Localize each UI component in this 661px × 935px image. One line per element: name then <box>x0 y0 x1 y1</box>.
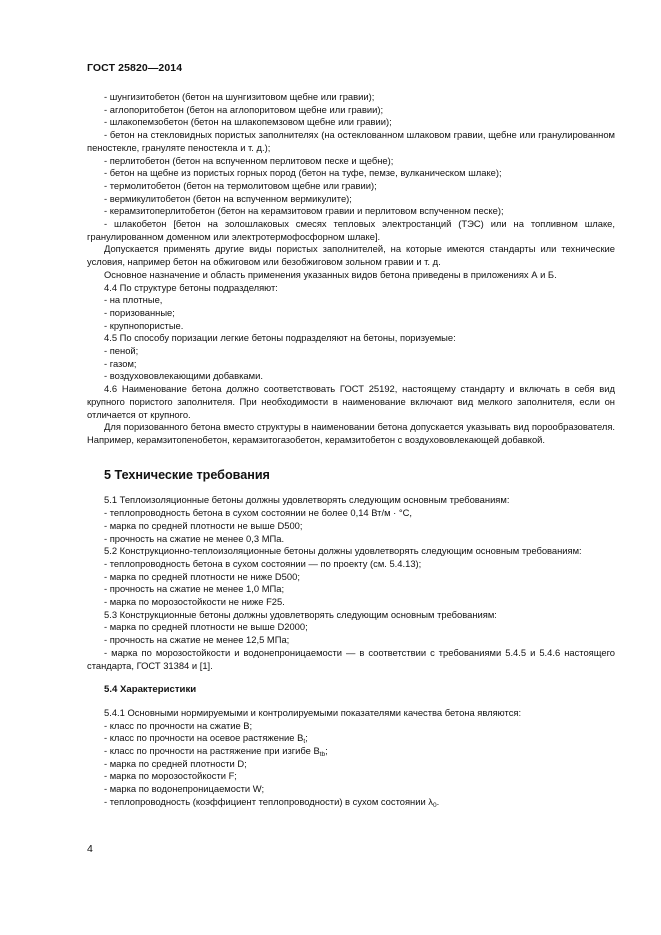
clause-4-6: 4.6 Наименование бетона должно соответствовать ГОСТ 25192, настоящему стандарту и включать в себя вид крупного пористого заполнителя. При необходимости в наименование включают вид мелкого заполнителя, если он отличается от крупного. <box>87 383 615 420</box>
list-item: - воздухововлекающими добавками. <box>104 370 263 382</box>
list-item: - марка по средней плотности D; <box>104 757 247 769</box>
list-item: - бетон на щебне из пористых горных пород (бетон на туфе, пемзе, вулканическом шлаке); <box>104 167 502 179</box>
paragraph-scope: Основное назначение и область применения указанных видов бетона приведены в приложениях А и Б. <box>104 268 557 280</box>
list-item-text: - класс по прочности на осевое растяжение B <box>104 732 304 744</box>
list-item: - бетон на стекловидных пористых заполнителях (на остеклованном шлаковом гравии, щебне или гранулированном пеностекле, грануляте пеностекла и т. д.); <box>87 129 615 153</box>
list-item: - термолитобетон (бетон на термолитовом щебне или гравии); <box>104 179 377 191</box>
subsection-5-4-title: 5.4 Характеристики <box>104 684 197 696</box>
list-item-punct: ; <box>325 745 328 757</box>
list-item: - вермикулитобетон (бетон на вспученном вермикулите); <box>104 192 352 204</box>
list-item: - марка по средней плотности не выше D2000; <box>104 621 308 633</box>
paragraph-other-aggregates: Допускается применять другие виды пористых заполнителей, на которые имеются стандарты или технические условия, например бетон на обжиговом или безобжиговом зольном гравии и т. д. <box>87 243 615 268</box>
clause-4-4: 4.4 По структуре бетоны подразделяют: <box>104 281 278 293</box>
list-item: - шунгизитобетон (бетон на шунгизитовом щебне или гравии); <box>104 91 375 102</box>
page-number: 4 <box>87 843 93 855</box>
paragraph-porized: Для поризованного бетона вместо структуры в наименовании бетона допускается указывать вид порообразователя. Например, керамзитопенобетон, керамзитогазобетон, керамзитобетон с воздухововлекающей добавкой. <box>87 421 615 445</box>
list-item <box>87 796 615 809</box>
clause-5-3: 5.3 Конструкционные бетоны должны удовлетворять следующим основным требованиям: <box>104 608 497 620</box>
list-item: - марка по морозостойкости и водонепроницаемости — в соответствии с требованиями 5.4.5 и 5.4.6 настоящего стандарта, ГОСТ 31384 и [1]. <box>87 646 615 671</box>
list-item: - прочность на сжатие не менее 1,0 МПа; <box>104 583 285 595</box>
subscript: 0 <box>433 801 437 809</box>
list-item: - керамзитоперлитобетон (бетон на керамзитовом гравии и перлитовом вспученном песке); <box>104 205 504 217</box>
list-item: - пеной; <box>104 345 139 357</box>
clause-4-5: 4.5 По способу поризации легкие бетоны подразделяют на бетоны, поризуемые: <box>104 332 456 344</box>
page-body <box>87 91 615 809</box>
list-item: - класс по прочности на сжатие B; <box>104 719 253 731</box>
list-item-punct: . <box>436 795 440 807</box>
list-item: - прочность на сжатие не менее 0,3 МПа. <box>104 532 285 544</box>
list-item <box>87 732 615 745</box>
list-item: - перлитобетон (бетон на вспученном перлитовом песке и щебне); <box>104 154 394 166</box>
list-item: - марка по морозостойкости не ниже F25. <box>104 596 285 608</box>
clause-5-4-1: 5.4.1 Основными нормируемыми и контролируемыми показателями качества бетона являются: <box>104 706 522 718</box>
list-item: - марка по водонепроницаемости W; <box>104 783 265 795</box>
list-item-text: - класс по прочности на растяжение при изгибе B <box>104 745 320 757</box>
list-item: - газом; <box>104 357 137 369</box>
aggregate-list <box>87 91 615 243</box>
list-item: - крупнопористые. <box>104 319 184 331</box>
document-header: ГОСТ 25820—2014 <box>87 62 183 74</box>
list-item-text: - теплопроводность (коэффициент теплопроводности) в сухом состоянии λ <box>104 795 433 807</box>
subscript: t <box>303 738 306 746</box>
list-item: - шлакобетон [бетон на золошлаковых смесях тепловых электростанций (ТЭС) или на топливном шлаке, гранулированном доменном или электротермофосфорном шлаке]. <box>87 218 615 242</box>
list-item-punct: ; <box>305 732 308 744</box>
list-item: - теплопроводность бетона в сухом состоянии — по проекту (см. 5.4.13); <box>104 557 422 569</box>
list-item: - марка по средней плотности не ниже D500; <box>104 570 300 582</box>
list-item: - шлакопемзобетон (бетон на шлакопемзовом щебне или гравии); <box>104 116 392 128</box>
clause-5-2: 5.2 Конструкционно-теплоизоляционные бетоны должны удовлетворять следующим основным требованиям: <box>104 545 582 557</box>
list-item <box>87 745 615 758</box>
list-item: - марка по средней плотности не выше D500; <box>104 519 303 531</box>
list-item: - марка по морозостойкости F; <box>104 770 237 782</box>
subscript: tb <box>319 751 326 759</box>
list-item: - теплопроводность бетона в сухом состоянии не более 0,14 Вт/м · °С, <box>104 507 412 519</box>
section-5-title: 5 Технические требования <box>104 467 270 482</box>
clause-5-1: 5.1 Теплоизоляционные бетоны должны удовлетворять следующим основным требованиям: <box>104 494 510 506</box>
list-item: - прочность на сжатие не менее 12,5 МПа; <box>104 634 290 646</box>
list-item: - поризованные; <box>104 306 175 318</box>
list-item: - на плотные, <box>104 294 163 306</box>
list-item: - аглопоритобетон (бетон на аглопоритовом щебне или гравии); <box>104 103 384 115</box>
